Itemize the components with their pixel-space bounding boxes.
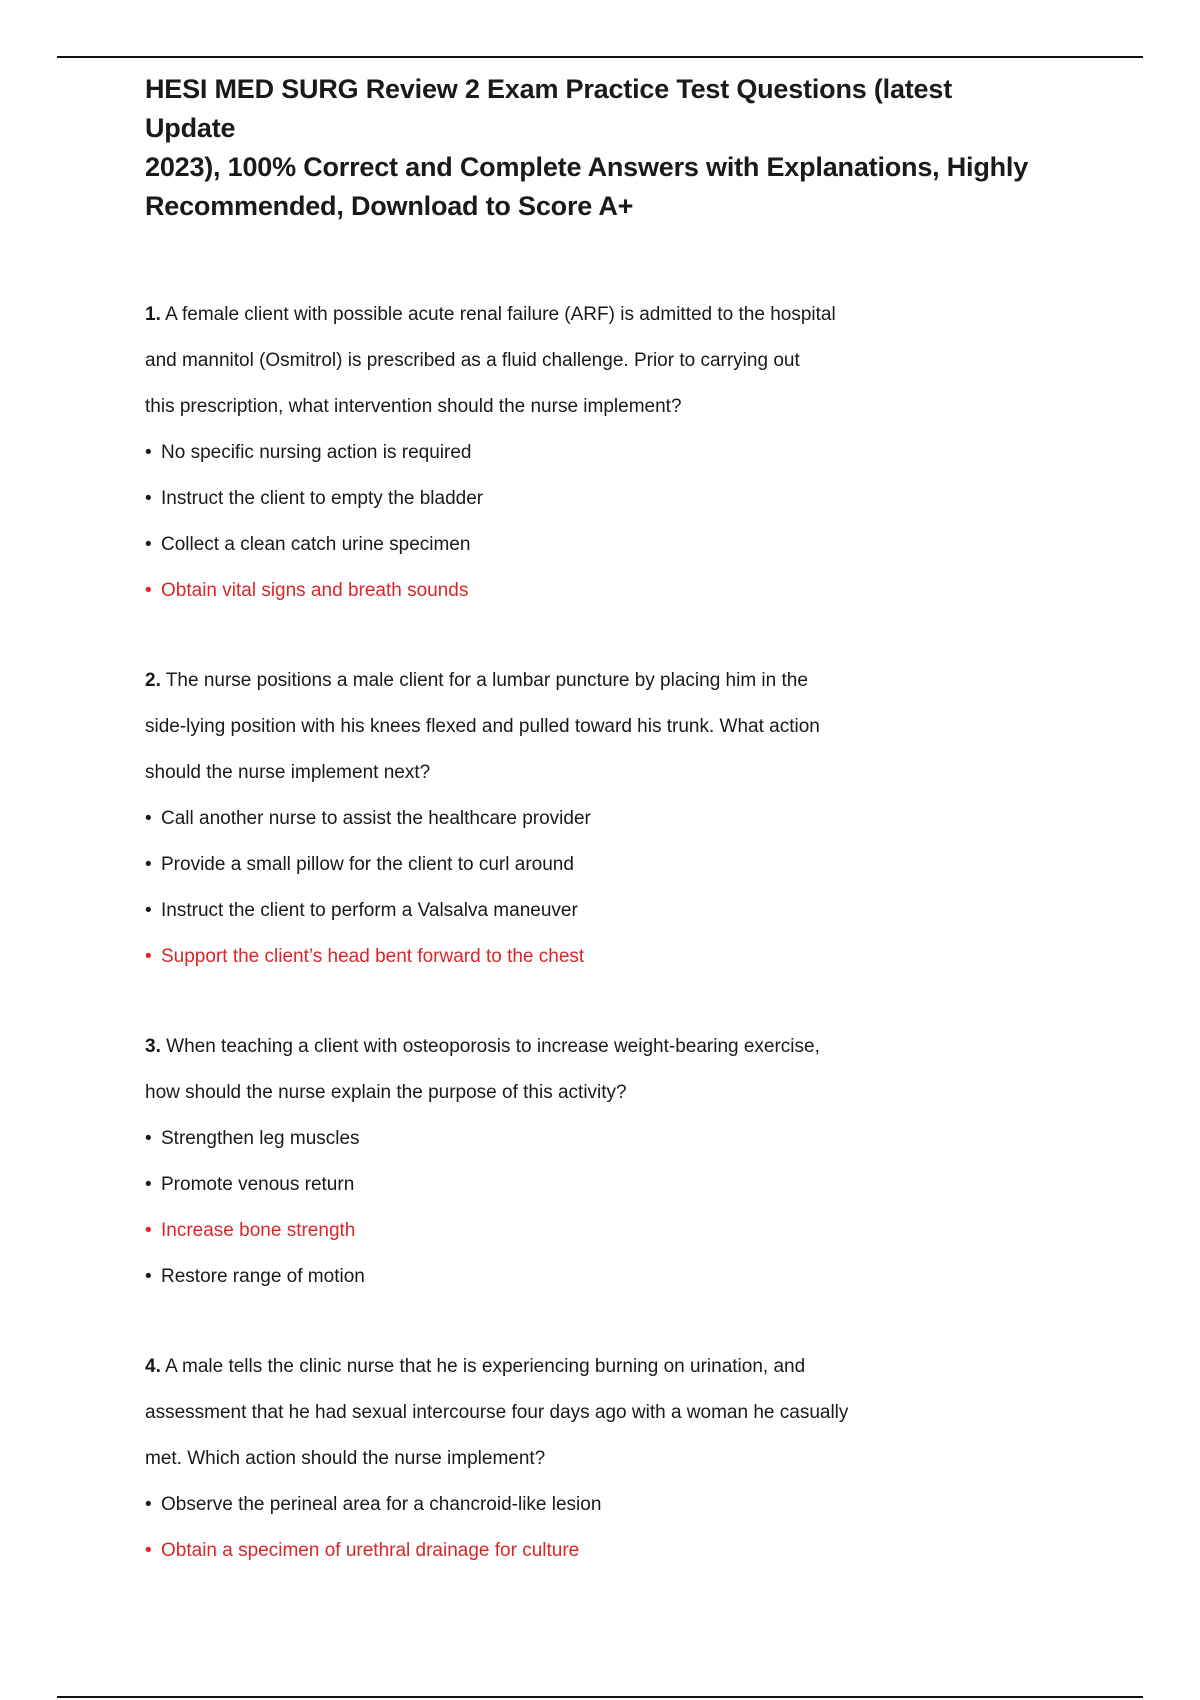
question-text: how should the nurse explain the purpose of this activity? <box>145 1082 627 1103</box>
answer-option-text: Increase bone strength <box>161 1220 356 1241</box>
question-stem-line <box>145 1436 1045 1482</box>
question-text: When teaching a client with osteoporosis to increase weight-bearing exercise, <box>166 1036 820 1057</box>
question-text: this prescription, what intervention should the nurse implement? <box>145 396 682 417</box>
answer-option-text: Observe the perineal area for a chancroid-like lesion <box>161 1494 602 1515</box>
answer-option-text: Strengthen leg muscles <box>161 1128 360 1149</box>
question-text: side-lying position with his knees flexed and pulled toward his trunk. What action <box>145 716 820 737</box>
question-text: assessment that he had sexual intercourse four days ago with a woman he casually <box>145 1402 849 1423</box>
question-stem-line <box>145 292 1045 338</box>
bottom-rule <box>57 1696 1143 1698</box>
question-stem-line <box>145 384 1045 430</box>
top-rule <box>57 56 1143 58</box>
answer-option-text: Instruct the client to empty the bladder <box>161 488 484 509</box>
answer-option-text: Restore range of motion <box>161 1266 365 1287</box>
document-body <box>145 70 1045 1618</box>
bullet-icon: • <box>145 900 152 921</box>
bullet-icon: • <box>145 1174 152 1195</box>
answer-option-correct <box>145 1208 1045 1254</box>
title-line: Recommended, Download to Score A+ <box>145 191 634 221</box>
question-number: 1. <box>145 304 161 325</box>
question-stem-line <box>145 338 1045 384</box>
answer-option-text: Promote venous return <box>161 1174 355 1195</box>
answer-option-text: Call another nurse to assist the healthcare provider <box>161 808 591 829</box>
question-stem-line <box>145 658 1045 704</box>
bullet-icon: • <box>145 946 152 967</box>
question-text: and mannitol (Osmitrol) is prescribed as a fluid challenge. Prior to carrying out <box>145 350 800 371</box>
answer-option-text: Obtain vital signs and breath sounds <box>161 580 469 601</box>
title-line: HESI MED SURG Review 2 Exam Practice Test Questions (latest Update <box>145 74 952 143</box>
answer-option-text: Provide a small pillow for the client to curl around <box>161 854 574 875</box>
answer-option-text: Obtain a specimen of urethral drainage for culture <box>161 1540 580 1561</box>
question-stem-line <box>145 1024 1045 1070</box>
answer-option-text: Collect a clean catch urine specimen <box>161 534 471 555</box>
question-stem-line <box>145 1390 1045 1436</box>
question-2 <box>145 658 1045 980</box>
question-stem-line <box>145 1344 1045 1390</box>
answer-option <box>145 1116 1045 1162</box>
question-1 <box>145 292 1045 614</box>
answer-option-text: No specific nursing action is required <box>161 442 472 463</box>
bullet-icon: • <box>145 1540 152 1561</box>
bullet-icon: • <box>145 1220 152 1241</box>
answer-option <box>145 430 1045 476</box>
question-text: should the nurse implement next? <box>145 762 431 783</box>
answer-option-correct <box>145 1528 1045 1574</box>
bullet-icon: • <box>145 580 152 601</box>
answer-option <box>145 1162 1045 1208</box>
question-number: 3. <box>145 1036 161 1057</box>
question-number: 2. <box>145 670 161 691</box>
answer-option-text: Support the client’s head bent forward to the chest <box>161 946 585 967</box>
answer-option-text: Instruct the client to perform a Valsalva maneuver <box>161 900 578 921</box>
question-stem-line <box>145 704 1045 750</box>
answer-option-correct <box>145 568 1045 614</box>
question-list <box>145 292 1045 1574</box>
question-4 <box>145 1344 1045 1574</box>
question-text: The nurse positions a male client for a lumbar puncture by placing him in the <box>165 670 808 691</box>
question-stem-line <box>145 1070 1045 1116</box>
answer-option <box>145 842 1045 888</box>
document-title <box>145 70 1045 226</box>
answer-option <box>145 888 1045 934</box>
question-text: A male tells the clinic nurse that he is experiencing burning on urination, and <box>165 1356 806 1377</box>
bullet-icon: • <box>145 1494 152 1515</box>
answer-option-correct <box>145 934 1045 980</box>
answer-option <box>145 1482 1045 1528</box>
answer-option <box>145 796 1045 842</box>
bullet-icon: • <box>145 808 152 829</box>
answer-option <box>145 522 1045 568</box>
question-stem-line <box>145 750 1045 796</box>
bullet-icon: • <box>145 1266 152 1287</box>
answer-option <box>145 476 1045 522</box>
answer-option <box>145 1254 1045 1300</box>
question-3 <box>145 1024 1045 1300</box>
bullet-icon: • <box>145 488 152 509</box>
question-number: 4. <box>145 1356 161 1377</box>
title-line: 2023), 100% Correct and Complete Answers with Explanations, Highly <box>145 152 1029 182</box>
question-text: met. Which action should the nurse implement? <box>145 1448 546 1469</box>
bullet-icon: • <box>145 442 152 463</box>
question-text: A female client with possible acute renal failure (ARF) is admitted to the hospital <box>165 304 836 325</box>
bullet-icon: • <box>145 534 152 555</box>
bullet-icon: • <box>145 854 152 875</box>
bullet-icon: • <box>145 1128 152 1149</box>
